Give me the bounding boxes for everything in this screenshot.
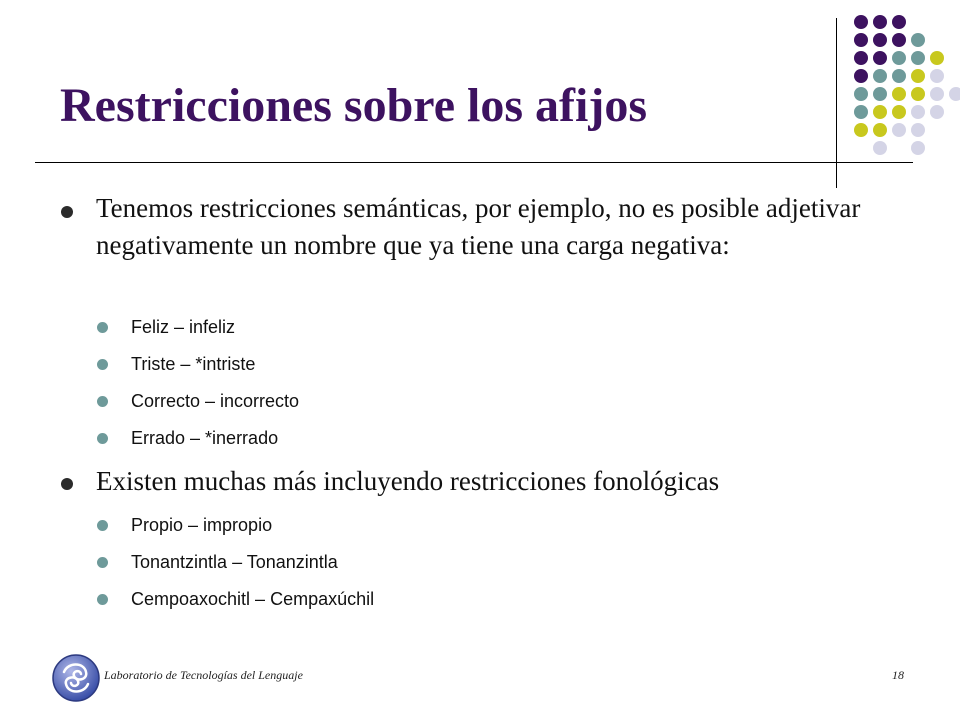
bullet-text: Existen muchas más incluyendo restricciones fonológicas (96, 466, 720, 496)
sub-bullet-text: Tonantzintla – Tonanzintla (131, 552, 338, 572)
slide-title: Restricciones sobre los afijos (60, 79, 648, 132)
sub-bullet-dot (97, 433, 108, 444)
footer-label: Laboratorio de Tecnologías del Lenguaje (104, 668, 303, 682)
sub-bullet-dot (97, 557, 108, 568)
sub-bullet-text: Feliz – infeliz (131, 317, 236, 337)
sub-bullet-text: Propio – impropio (131, 515, 273, 535)
sub-bullet-dot (97, 359, 108, 370)
sub-bullet-text: Correcto – incorrecto (131, 391, 300, 411)
sub-bullet-dot (97, 322, 108, 333)
lab-logo-icon (50, 652, 102, 704)
sub-bullet-text: Errado – *inerrado (131, 428, 279, 448)
bullet-text: Tenemos restricciones semánticas, por ejemplo, no es posible adjetivar negativamente un nombre que ya tiene una carga negativa: (96, 193, 861, 260)
sub-bullet-text: Triste – *intriste (131, 354, 256, 374)
sub-bullet-text: Cempoaxochitl – Cempaxúchil (131, 589, 375, 609)
bullet-dot (61, 478, 73, 490)
page-number: 18 (892, 668, 904, 682)
bullet-dot (61, 206, 73, 218)
sub-bullet-dot (97, 594, 108, 605)
sub-bullet-dot (97, 396, 108, 407)
sub-bullet-dot (97, 520, 108, 531)
